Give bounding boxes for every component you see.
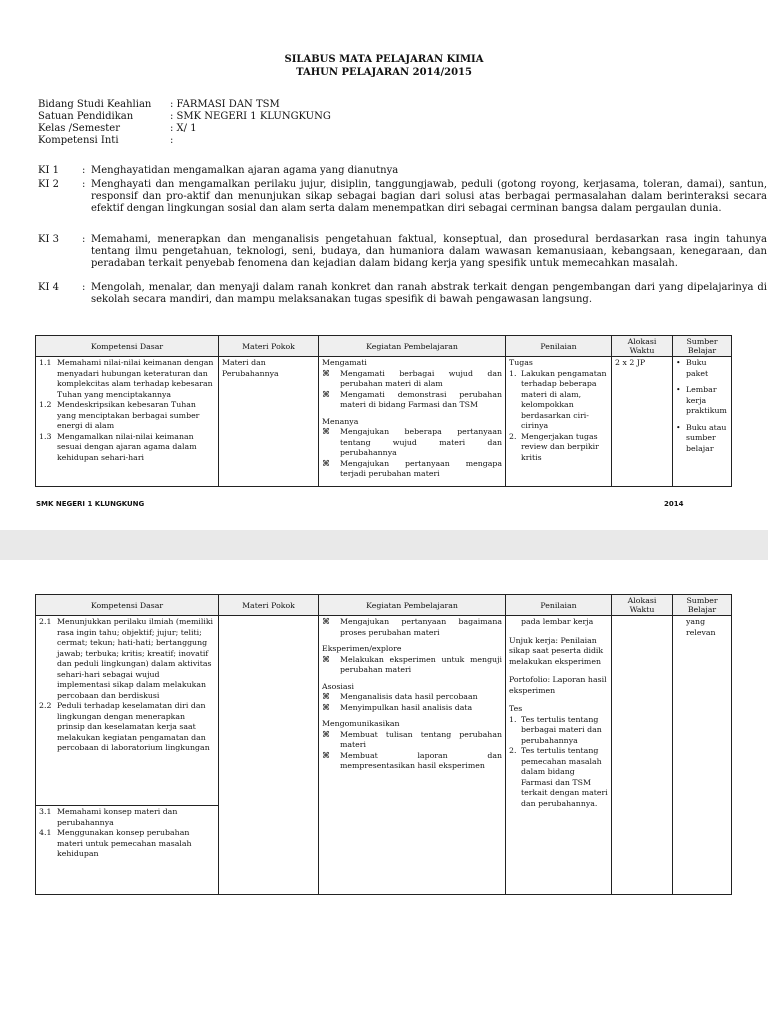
sumber-cell: yang relevan: [673, 616, 732, 895]
document-title: SILABUS MATA PELAJARAN KIMIA: [284, 54, 484, 65]
activity-item: ⌘ Menganalisis data hasil percobaan: [322, 692, 478, 701]
identity-block: [38, 99, 438, 147]
activity-item: ⌘ Membuat laporan dan mempresentasikan hasil eksperimen: [322, 750, 502, 770]
tes-item: 1. Tes tertulis tentang berbagai materi dan perubahannya: [509, 714, 602, 745]
penilaian-cell: [506, 357, 612, 487]
activity-item: ⌘ Mengajukan pertanyaan mengapa terjadi perubahan materi: [322, 458, 502, 478]
kd-item: 2.2 Peduli terhadap keselamatan diri dan lingkungan dengan menerapkan prinsip dan keselamatan kerja saat melakukan kegiatan pengamatan dan percobaan di laboratorium lingkungan: [39, 701, 210, 752]
bullet-icon: •: [676, 422, 681, 432]
table-row: [36, 357, 732, 487]
assessment-item: 1. Lakukan pengamatan terhadap beberapa materi di alam, kelompokkan berdasarkan ciri-cirinya: [509, 368, 607, 430]
activity-heading: Eksperimen/explore: [322, 644, 402, 653]
bullet-icon: •: [676, 358, 681, 367]
checkbox-bullet-icon: ⌘: [322, 368, 330, 378]
activity-heading: Asosiasi: [322, 681, 354, 691]
identity-row: Kelas /Semester : X/ 1: [38, 123, 197, 134]
unjuk-kerja: Unjuk kerja: Penilaian sikap saat peserta didik melakukan eksperimen: [509, 635, 604, 666]
portofolio: Portofolio: Laporan hasil eksperimen: [509, 675, 607, 695]
header-sumber: Sumber Belajar: [673, 595, 732, 616]
header-materi-pokok: Materi Pokok: [219, 336, 319, 357]
table-row: [36, 616, 732, 895]
header-penilaian: Penilaian: [506, 595, 612, 616]
table-header-row: [36, 336, 732, 357]
header-kegiatan: Kegiatan Pembelajaran: [319, 595, 506, 616]
identity-row: Satuan Pendidikan : SMK NEGERI 1 KLUNGKUNG: [38, 111, 331, 122]
syllabus-table-1: [35, 335, 732, 487]
header-penilaian: Penilaian: [506, 336, 612, 357]
table-header-row: [36, 595, 732, 616]
activity-item: ⌘ Mengamati berbagai wujud dan perubahan materi di alam: [322, 368, 502, 388]
checkbox-bullet-icon: ⌘: [322, 617, 330, 626]
activity-item: ⌘ Menyimpulkan hasil analisis data: [322, 702, 473, 712]
identity-row: Bidang Studi Keahlian : FARMASI DAN TSM: [38, 99, 280, 110]
tes-heading: Tes: [509, 704, 523, 713]
page-2: [0, 560, 768, 1024]
activity-heading: Mengomunikasikan: [322, 719, 400, 728]
header-sumber: Sumber Belajar: [673, 336, 732, 357]
checkbox-bullet-icon: ⌘: [322, 750, 330, 760]
kd-item: 4.1 Menggunakan konsep perubahan materi untuk pemecahan masalah kehidupan: [39, 828, 192, 858]
penilaian-cell: pada lembar kerja Unjuk kerja: Penilaian sikap saat peserta didik melakukan eksperimen Portofolio: Laporan hasil eksperimen Tes 1. Tes tertulis tentang berbagai materi dan perubahannya 2. Tes tertulis tentang pemecahan masalah dalam bidang Farmasi dan TSM terkait dengan materi dan perubahannya.: [506, 616, 612, 895]
kd-item: 1.1 Memahami nilai-nilai keimanan dengan menyadari hubungan keteraturan dan komplekcitas alam terhadap kebesaran Tuhan yang menciptakannya: [39, 358, 214, 399]
materi-cell: [219, 616, 319, 895]
footer-year: 2014: [664, 500, 684, 508]
kegiatan-cell: [319, 616, 506, 895]
assessment-item: 2. Mengerjakan tugas review dan berpikir kritis: [509, 431, 599, 462]
kd-item: 2.1 Menunjukkan perilaku ilmiah (memiliki rasa ingin tahu; objektif; jujur; teliti; cermat; tekun; hati-hati; bertanggung jawab; terbuka; kritis; kreatif; inovatif dan peduli lingkungan) dalam aktivitas sehari-hari sebagai wujud implementasi sikap dalam melakukan percobaan dan berdiskusi: [39, 617, 214, 700]
header-kompetensi-dasar: Kompetensi Dasar: [36, 595, 219, 616]
activity-heading: Menanya: [322, 416, 359, 426]
tes-item: 2. Tes tertulis tentang pemecahan masalah dalam bidang Farmasi dan TSM terkait dengan materi dan perubahannya.: [509, 746, 608, 808]
assessment-heading: Tugas: [509, 358, 533, 367]
checkbox-bullet-icon: ⌘: [322, 389, 330, 399]
activity-item: ⌘ Melakukan eksperimen untuk menguji perubahan materi: [322, 654, 502, 674]
alokasi-cell: [612, 616, 673, 895]
syllabus-table-2: [35, 594, 732, 895]
footer-school: SMK NEGERI 1 KLUNGKUNG: [36, 500, 145, 508]
checkbox-bullet-icon: ⌘: [322, 729, 330, 739]
kd-item: 1.3 Mengamalkan nilai-nilai keimanan sesuai dengan ajaran agama dalam kehidupan sehari-hari: [39, 431, 197, 462]
kd-item: 3.1 Memahami konsep materi dan perubahannya: [39, 807, 178, 827]
header-materi-pokok: Materi Pokok: [219, 595, 319, 616]
activity-heading: Mengamati: [322, 358, 367, 367]
source-item: • Lembar kerja praktikum: [676, 385, 727, 415]
activity-item: ⌘ Mengamati demonstrasi perubahan materi di bidang Farmasi dan TSM: [322, 389, 502, 409]
alokasi-cell: 2 x 2 JP: [612, 357, 673, 487]
sumber-cell: [673, 357, 732, 487]
header-alokasi: Alokasi Waktu: [612, 595, 673, 616]
activity-item: ⌘ Mengajukan pertanyaan bagaimana proses perubahan materi: [322, 617, 502, 637]
kd-cell: [36, 616, 219, 895]
kd-cell: [36, 357, 219, 487]
checkbox-bullet-icon: ⌘: [322, 702, 330, 712]
checkbox-bullet-icon: ⌘: [322, 692, 330, 701]
activity-item: ⌘ Mengajukan beberapa pertanyaan tentang wujud materi dan perubahannya: [322, 427, 502, 457]
identity-row: Kompetensi Inti :: [38, 135, 174, 146]
page-1: SILABUS MATA PELAJARAN KIMIA TAHUN PELAJARAN 2014/2015 Bidang Studi Keahlian : FARMASI DAN TSM Satuan Pendidikan : SMK NEGERI 1 KLUNGKUNG Kelas /Semester : X/ 1 Kompetensi Inti : KI 1 : Menghayatidan mengamalkan ajaran agama yang dianutnya KI 2 : Menghayati dan mengamalkan perilaku jujur, disiplin, tanggungjawab, peduli (gotong royong, kerjasama, toleran, damai), santun, responsif dan pro-aktif dan menunjukan sikap sebagai bagian dari solusi atas berbagai permasalahan dalam berinteraksi secara efektif dengan lingkungan sosial dan alam serta dalam menempatkan diri sebagai cerminan bangsa dalam pergaulan dunia. KI 3 : Memahami, menerapkan dan menganalisis pengetahuan faktual, konseptual, dan prosedural berdasarkan rasa ingin tahunya tentang ilmu pengetahuan, teknologi, seni, budaya, dan humaniora dalam wawasan kemanusiaan, kebangsaan, kenegaraan, dan peradaban terkait penyebab fenomena dan kejadian dalam bidang kerja yang spesifik untuk memecahkan masalah. KI 4 : Mengolah, menalar, dan menyaji dalam ranah konkret dan ranah abstrak terkait dengan pengembangan dari yang dipelajarinya di sekolah secara mandiri, dan mampu melaksanakan tugas spesifik di bawah pengawasan langsung. Kompetensi Dasar Materi Pokok Kegiatan Pembelajaran Penilaian Alokasi Waktu Sumber Belajar 1.1 Memahami nilai-nilai keimanan dengan menyadari hubungan keteraturan dan komplekcitas alam terhadap kebesaran Tuhan yang menciptakannya 1.2 Mendeskripsikan kebesaran Tuhan yang menciptakan berbagai sumber energi di alam 1.3 Mengamalkan nilai-nilai keimanan sesuai dengan ajaran agama dalam kehidupan sehari-hari Materi dan Perubahannya Mengamati ⌘ Mengamati berbagai wujud dan perubahan materi di alam ⌘ Mengamati demonstrasi perubahan materi di bidang Farmasi dan TSM Menanya ⌘ Mengajukan beberapa pertanyaan tentang wujud materi dan perubahannya ⌘ Mengajukan pertanyaan mengapa terjadi perubahan materi Tugas 1. Lakukan pengamatan terhadap beberapa materi di alam, kelompokkan berdasarkan ciri-cirinya 2. Mengerjakan tugas review dan berpikir kritis 2 x 2 JP • Buku paket • Lembar kerja praktikum • Buku atau sumber belajar SMK NEGERI 1 KLUNGKUNG 2014: [0, 0, 768, 530]
checkbox-bullet-icon: ⌘: [322, 427, 330, 436]
header-kegiatan: Kegiatan Pembelajaran: [319, 336, 506, 357]
activity-item: ⌘ Membuat tulisan tentang perubahan materi: [322, 729, 502, 749]
source-item: • Buku atau sumber belajar: [676, 422, 727, 453]
checkbox-bullet-icon: ⌘: [322, 458, 330, 468]
document-subtitle: TAHUN PELAJARAN 2014/2015: [296, 67, 472, 78]
header-alokasi: Alokasi Waktu: [612, 336, 673, 357]
header-kompetensi-dasar: Kompetensi Dasar: [36, 336, 219, 357]
source-item: • Buku paket: [676, 358, 709, 378]
materi-cell: Materi dan Perubahannya: [219, 357, 319, 487]
kd-item: 1.2 Mendeskripsikan kebesaran Tuhan yang menciptakan berbagai sumber energi di alam: [39, 400, 200, 430]
kegiatan-cell: [319, 357, 506, 487]
bullet-icon: •: [676, 385, 681, 394]
checkbox-bullet-icon: ⌘: [322, 654, 330, 664]
